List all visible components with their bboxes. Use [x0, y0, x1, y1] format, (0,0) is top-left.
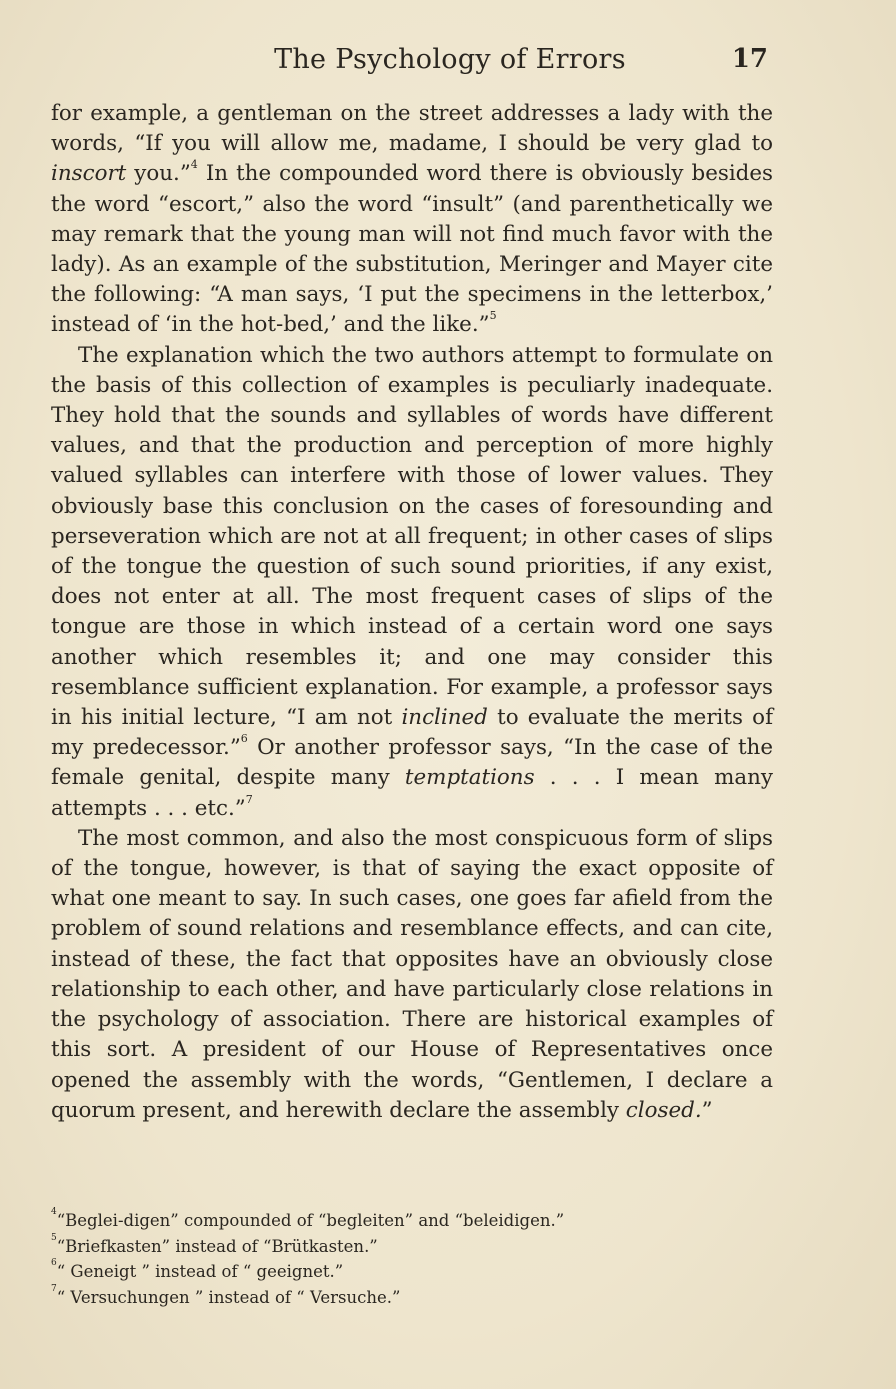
italic-text: inscort	[51, 161, 127, 187]
footnote-mark: 7	[51, 1283, 57, 1294]
footnote	[51, 1259, 773, 1285]
footnote	[51, 1234, 773, 1260]
footnotes	[51, 1208, 773, 1310]
text-run: Or another professor says, “In the case of the female genital, despite many	[51, 735, 773, 791]
footnote-mark: 5	[51, 1232, 57, 1243]
body-text	[51, 99, 773, 1126]
paragraph	[51, 824, 773, 1126]
page-number: 17	[731, 44, 768, 74]
page-header	[50, 44, 770, 84]
footnote-mark: 4	[51, 1207, 57, 1217]
footnote-reference: 4	[190, 158, 198, 172]
footnote-mark: 6	[51, 1258, 57, 1268]
footnote-text: “Beglei-digen” compounded of “begleiten” and “beleidigen.”	[56, 1211, 565, 1230]
text-run: . . . I mean many attempts . . . etc.”	[51, 765, 773, 821]
italic-text: inclined	[401, 705, 488, 731]
text-run: for example, a gentleman on the street addresses a lady with the words, “If you will allow me, madame, I should be very glad to	[51, 101, 773, 157]
footnote-text: “ Geneigt ” instead of “ geeignet.”	[56, 1262, 344, 1281]
footnote-reference: 6	[240, 732, 248, 746]
text-run: The most common, and also the most conspicuous form of slips of the tongue, however, is that of saying the exact opposite of what one meant to say. In such cases, one goes far afield from the problem of sound relations and resemblance effects, and can cite, instead of these, the fact that opposites have an obviously close relationship to each other, and have particularly close relations in the psychology of association. There are historical examples of this sort. A president of our House of Representatives once opened the assembly with the words, “Gentlemen, I declare a quorum present, and herewith declare the assembly	[51, 825, 773, 1123]
paragraph	[51, 99, 773, 341]
text-run: The explanation which the two authors attempt to formulate on the basis of this collection of examples is peculiarly inadequate. They hold that the sounds and syllables of words have different values, and that the production and perception of more highly valued syllables can interfere with those of lower values. They obviously base this conclusion on the cases of foresounding and perseveration which are not at all frequent; in other cases of slips of the tongue the question of such sound priorities, if any exist, does not enter at all. The most frequent cases of slips of the tongue are those in which instead of a certain word one says another which resembles it; and one may consider this resemblance sufficient explanation. For example, a professor says in his initial lecture, “I am not	[51, 342, 773, 731]
text-run: In the compounded word there is obviously besides the word “escort,” also the word “insult” (and parenthetically we may remark that the young man will not find much favor with the lady). As an example of the substitution, Meringer and Mayer cite the following: “A man says, ‘I put the specimens in the letterbox,’ instead of ‘in the hot-bed,’ and the like.”	[51, 161, 774, 338]
footnote	[51, 1208, 773, 1234]
footnote-reference: 5	[489, 309, 497, 323]
footnote-text: “ Versuchungen ” instead of “ Versuche.”	[56, 1287, 401, 1307]
italic-text: temptations	[404, 765, 535, 791]
italic-text: closed.	[625, 1097, 702, 1123]
text-run: you.”	[126, 161, 191, 187]
text-run: ”	[701, 1097, 713, 1123]
text-run: to evaluate the merits of my predecessor.”	[51, 705, 773, 761]
paragraph	[51, 341, 773, 824]
footnote-reference: 7	[245, 792, 253, 806]
running-title: The Psychology of Errors	[274, 44, 626, 75]
footnote-text: “Briefkasten” instead of “Brütkasten.”	[56, 1236, 378, 1256]
footnote	[51, 1285, 773, 1311]
